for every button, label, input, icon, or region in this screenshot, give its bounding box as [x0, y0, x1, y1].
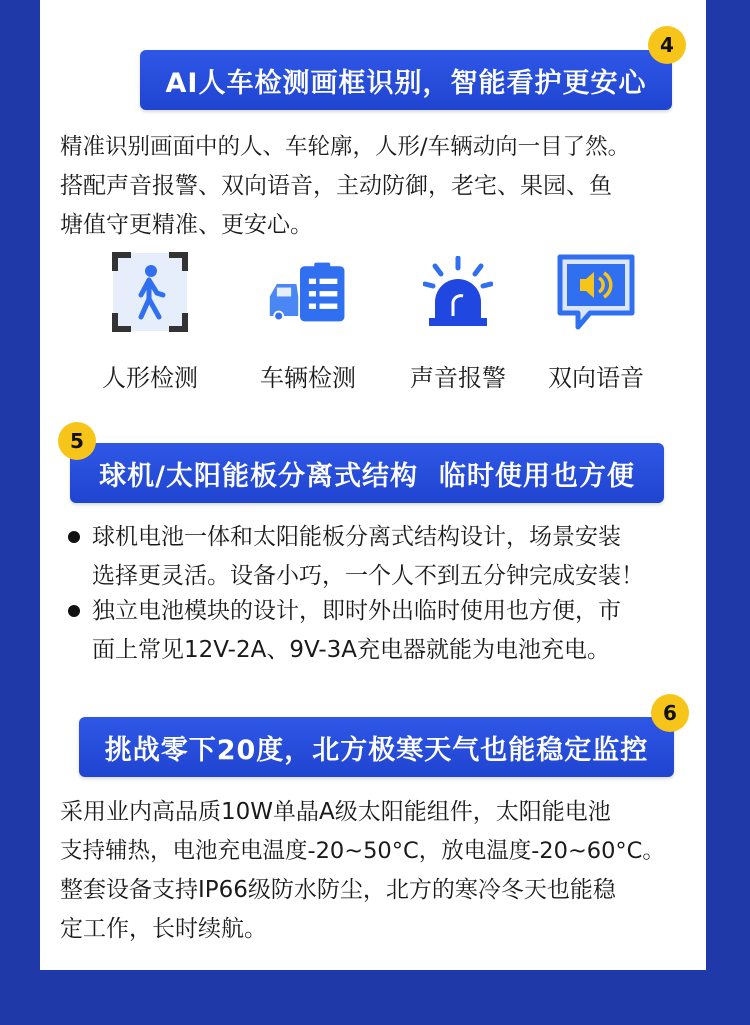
section5-bullet1-line2: 选择更灵活。设备小巧，一个人不到五分钟完成安装！: [92, 563, 644, 589]
bullet-dot-2: [68, 605, 80, 617]
section5-bullet2-line2: 面上常见12V-2A、9V-3A充电器就能为电池充电。: [92, 637, 611, 663]
feature-label-voice: 双向语音: [548, 364, 644, 392]
feature-vehicle-detection: [238, 252, 378, 393]
section5-badge-number: 5: [70, 429, 84, 453]
feature-label-vehicle: 车辆检测: [260, 364, 356, 392]
section4-line-1: 精准识别画面中的人、车轮廓，人形/车辆动向一目了然。: [60, 134, 631, 160]
feature-person-detection: [80, 252, 220, 393]
section4-title-banner: [140, 50, 672, 110]
section6-line-4: 定工作，长时续航。: [60, 916, 267, 942]
feature-sound-alarm: [388, 252, 528, 393]
feature-label-alarm: 声音报警: [410, 364, 506, 392]
section6-line-3: 整套设备支持IP66级防水防尘，北方的寒冷冬天也能稳: [60, 877, 616, 903]
section4-title: AI人车检测画框识别，智能看护更安心: [165, 67, 647, 99]
section5-title: 球机/太阳能板分离式结构 临时使用也方便: [99, 460, 635, 492]
section6-line-1: 采用业内高品质10W单晶A级太阳能组件，太阳能电池: [60, 799, 611, 825]
feature-label-person: 人形检测: [102, 364, 198, 392]
person-detection-icon: [110, 252, 190, 332]
section4-badge: [648, 26, 686, 64]
vehicle-detection-icon: [268, 252, 348, 332]
section5-badge: [58, 422, 96, 460]
section6-badge: [651, 694, 689, 732]
section6-badge-number: 6: [663, 701, 677, 725]
feature-two-way-audio: [526, 252, 666, 393]
section5-bullet1-line1: 球机电池一体和太阳能板分离式结构设计，场景安装: [92, 524, 621, 550]
bullet-dot-1: [68, 531, 80, 543]
section6-line-2: 支持辅热，电池充电温度-20~50°C，放电温度-20~60°C。: [60, 838, 665, 864]
section6-title: 挑战零下20度，北方极寒天气也能稳定监控: [104, 734, 649, 766]
section6-title-banner: [79, 717, 674, 777]
section5-bullet2-line1: 独立电池模块的设计，即时外出临时使用也方便，市: [92, 598, 621, 624]
speaker-chat-icon: [556, 252, 636, 332]
section4-badge-number: 4: [660, 33, 674, 57]
section4-line-3: 塘值守更精准、更安心。: [60, 212, 313, 238]
siren-alarm-icon: [418, 252, 498, 332]
section5-title-banner: [70, 443, 664, 503]
section4-line-2: 搭配声音报警、双向语音，主动防御，老宅、果园、鱼: [60, 173, 612, 199]
